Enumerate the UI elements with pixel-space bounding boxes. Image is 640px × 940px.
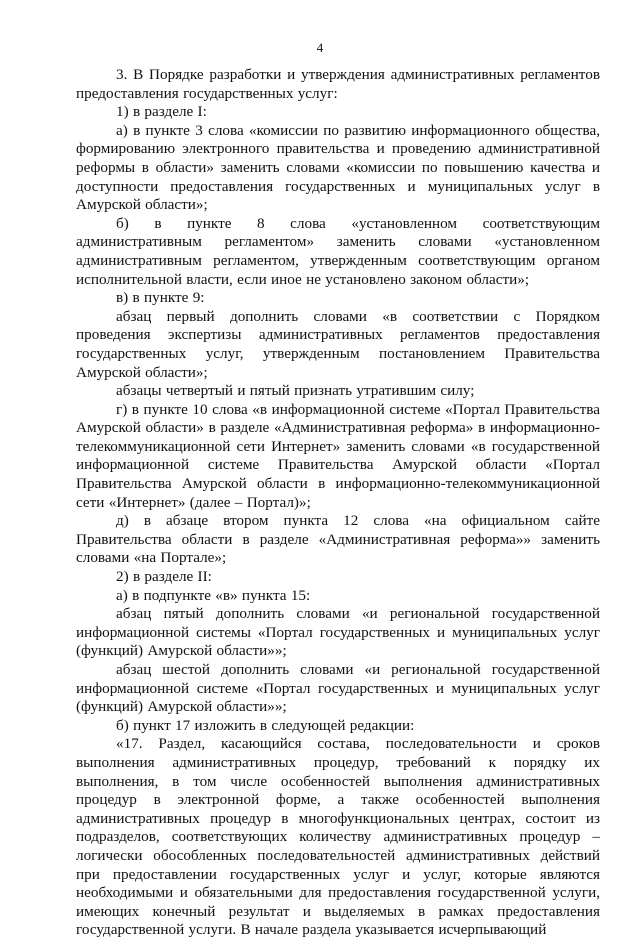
paragraph-item-b: б) в пункте 8 слова «установленном соответствующим административным регламентом» заменить словами «установленном административным регламентом, утвержденным соответствующим органом исполнительной власти, если иное не установлено законом области»; (76, 214, 600, 288)
paragraph-point-17: «17. Раздел, касающийся состава, последовательности и сроков выполнения административных процедур, требований к порядку их выполнения, в том числе особенностей выполнения административных процедур в электронной форме, а также особенностей выполнения административных процедур в многофункциональных центрах, состоит из подразделов, соответствующих количеству административных процедур – логически обособленных последовательностей административных действий при предоставлении государственных услуг и услуг, которые являются необходимыми и обязательными для предоставления государственной услуги, имеющих конечный результат и выделяемых в рамках предоставления государственной услуги. В начале раздела указывается исчерпывающий (76, 735, 600, 939)
paragraph-abzac-6: абзац шестой дополнить словами «и региональной государственной информационной системе «Портал государственных и муниципальных услуг (функций) Амурской области»»; (76, 661, 600, 716)
paragraph-abzac-5: абзац пятый дополнить словами «и региональной государственной информационной системы «Портал государственных и муниципальных услуг (функций) Амурской области»»; (76, 605, 600, 660)
paragraph-item-a: а) в пункте 3 слова «комиссии по развитию информационного общества, формированию электронного правительства и проведению административной реформы в области» заменить словами «комиссии по повышению качества и доступности предоставления государственных и муниципальных услуг в Амурской области»; (76, 121, 600, 214)
page-number: 4 (316, 40, 324, 55)
paragraph-section-1: 1) в разделе I: (116, 103, 207, 121)
document-body (76, 66, 600, 940)
paragraph-section-2: 2) в разделе II: (116, 568, 212, 586)
paragraph-subitem-b: б) пункт 17 изложить в следующей редакции: (116, 716, 415, 734)
paragraph-amend-intro: 3. В Порядке разработки и утверждения административных регламентов предоставления государственных услуг: (76, 66, 600, 102)
paragraph-item-g: г) в пункте 10 слова «в информационной системе «Портал Правительства Амурской области» в разделе «Административная реформа» в информационно-телекоммуникационной сети Интернет» заменить словами «в государственной информационной системе Правительства Амурской области «Портал Правительства Амурской области в информационно-телекоммуникационной сети «Интернет» (далее – Портал)»; (76, 400, 600, 511)
paragraph-first-abzac: абзац первый дополнить словами «в соответствии с Порядком проведения экспертизы административных регламентов предоставления государственных услуг, утвержденным постановлением Правительства Амурской области»; (76, 307, 600, 381)
paragraph-item-d: д) в абзаце втором пункта 12 слова «на официальном сайте Правительства области в разделе «Административная реформа»» заменить словами «на Портале»; (76, 512, 600, 567)
paragraph-abzacs-4-5: абзацы четвертый и пятый признать утратившим силу; (116, 382, 475, 400)
paragraph-item-v: в) в пункте 9: (116, 289, 205, 307)
paragraph-subitem-a: а) в подпункте «в» пункта 15: (116, 586, 311, 604)
